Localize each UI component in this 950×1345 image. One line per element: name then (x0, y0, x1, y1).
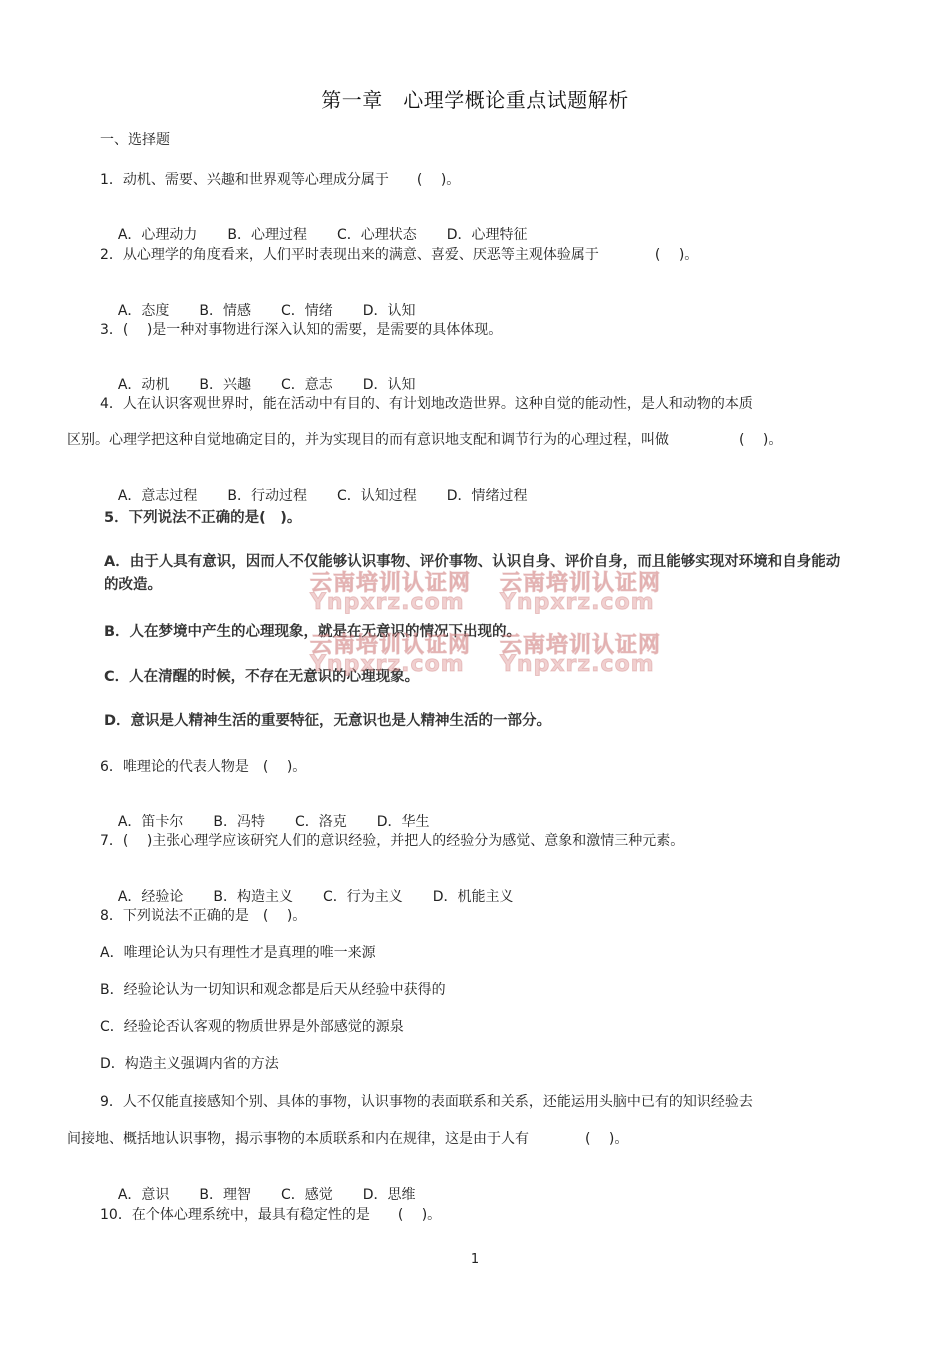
option: B．行动过程 (227, 488, 307, 504)
option: B．冯特 (213, 814, 265, 830)
watermark: Ynpxrz.com (310, 590, 465, 615)
option: A．意志过程 (117, 488, 198, 504)
option: B．心理过程 (227, 227, 307, 243)
option: A．经验论 (117, 889, 184, 905)
question-2: 2．从心理学的角度看来，人们平时表现出来的满意、喜爱、厌恶等主观体验属于 ( )。 (100, 247, 699, 263)
option: B．情感 (199, 303, 251, 319)
option: A．笛卡尔 (117, 814, 184, 830)
page-number: 1 (470, 1252, 480, 1267)
option: B．构造主义 (213, 889, 293, 905)
question-8: 8．下列说法不正确的是 ( )。 (100, 908, 307, 924)
question-5-option-a-line-2: 的改造。 (104, 577, 162, 593)
option: A．态度 (117, 303, 170, 319)
option: D．心理特征 (446, 227, 528, 243)
option: B．兴趣 (199, 377, 251, 393)
question-10: 10．在个体心理系统中，最具有稳定性的是 ( )。 (100, 1207, 442, 1223)
page-title: 第一章 心理学概论重点试题解析 (321, 88, 629, 112)
question-6: 6．唯理论的代表人物是 ( )。 (100, 759, 307, 775)
question-5-option-b: B．人在梦境中产生的心理现象，就是在无意识的情况下出现的。 (104, 624, 522, 640)
question-8-option-c: C．经验论否认客观的物质世界是外部感觉的源泉 (100, 1019, 404, 1035)
option: C．情绪 (281, 303, 333, 319)
option: C．意志 (281, 377, 333, 393)
option: D．机能主义 (432, 889, 514, 905)
watermark: 云南培训认证网 (310, 571, 472, 596)
question-9-line-1: 9．人不仅能直接感知个别、具体的事物，认识事物的表面联系和关系，还能运用头脑中已有的知识经验去 (100, 1094, 753, 1110)
option: A．心理动力 (117, 227, 198, 243)
option: D．华生 (376, 814, 430, 830)
option: C．感觉 (281, 1187, 333, 1203)
section-heading: 一、选择题 (100, 132, 170, 148)
option: C．行为主义 (323, 889, 403, 905)
question-5-option-a-line-1: A．由于人具有意识，因而人不仅能够认识事物、评价事物、认识自身、评价自身，而且能够实现对环境和自身能动 (104, 554, 841, 570)
question-8-option-d: D．构造主义强调内省的方法 (100, 1056, 279, 1072)
option: D．认知 (362, 377, 416, 393)
question-9-line-2: 间接地、概括地认识事物，揭示事物的本质联系和内在规律，这是由于人有 ( )。 (67, 1131, 629, 1147)
watermark: 云南培训认证网 (500, 571, 662, 596)
question-3: 3．( )是一种对事物进行深入认知的需要，是需要的具体体现。 (100, 322, 503, 338)
question-5: 5．下列说法不正确的是( )。 (104, 510, 302, 526)
option: D．认知 (362, 303, 416, 319)
option: C．心理状态 (337, 227, 417, 243)
watermark: Ynpxrz.com (500, 652, 655, 677)
watermark: Ynpxrz.com (500, 590, 655, 615)
question-5-image (100, 500, 880, 740)
option: D．思维 (362, 1187, 416, 1203)
option: D．情绪过程 (446, 488, 528, 504)
watermark: Ynpxrz.com (310, 652, 465, 677)
option: B．理智 (199, 1187, 251, 1203)
option: A．意识 (117, 1187, 170, 1203)
watermark: 云南培训认证网 (500, 633, 662, 658)
option: C．洛克 (295, 814, 347, 830)
question-5-option-d: D．意识是人精神生活的重要特征，无意识也是人精神生活的一部分。 (104, 713, 552, 729)
question-8-option-a: A．唯理论认为只有理性才是真理的唯一来源 (100, 945, 376, 961)
option: A．动机 (117, 377, 170, 393)
question-4-line-2: 区别。心理学把这种自觉地确定目的，并为实现目的而有意识地支配和调节行为的心理过程，叫做 ( )。 (67, 432, 783, 448)
question-7: 7．( )主张心理学应该研究人们的意识经验，并把人的经验分为感觉、意象和激情三种元素。 (100, 833, 685, 849)
question-8-option-b: B．经验论认为一切知识和观念都是后天从经验中获得的 (100, 982, 446, 998)
question-4-line-1: 4．人在认识客观世界时，能在活动中有目的、有计划地改造世界。这种自觉的能动性，是人和动物的本质 (100, 396, 753, 412)
question-1: 1．动机、需要、兴趣和世界观等心理成分属于 ( )。 (100, 172, 461, 188)
watermark: 云南培训认证网 (310, 633, 472, 658)
option: C．认知过程 (337, 488, 417, 504)
question-5-option-c: C．人在清醒的时候，不存在无意识的心理现象。 (104, 669, 420, 685)
